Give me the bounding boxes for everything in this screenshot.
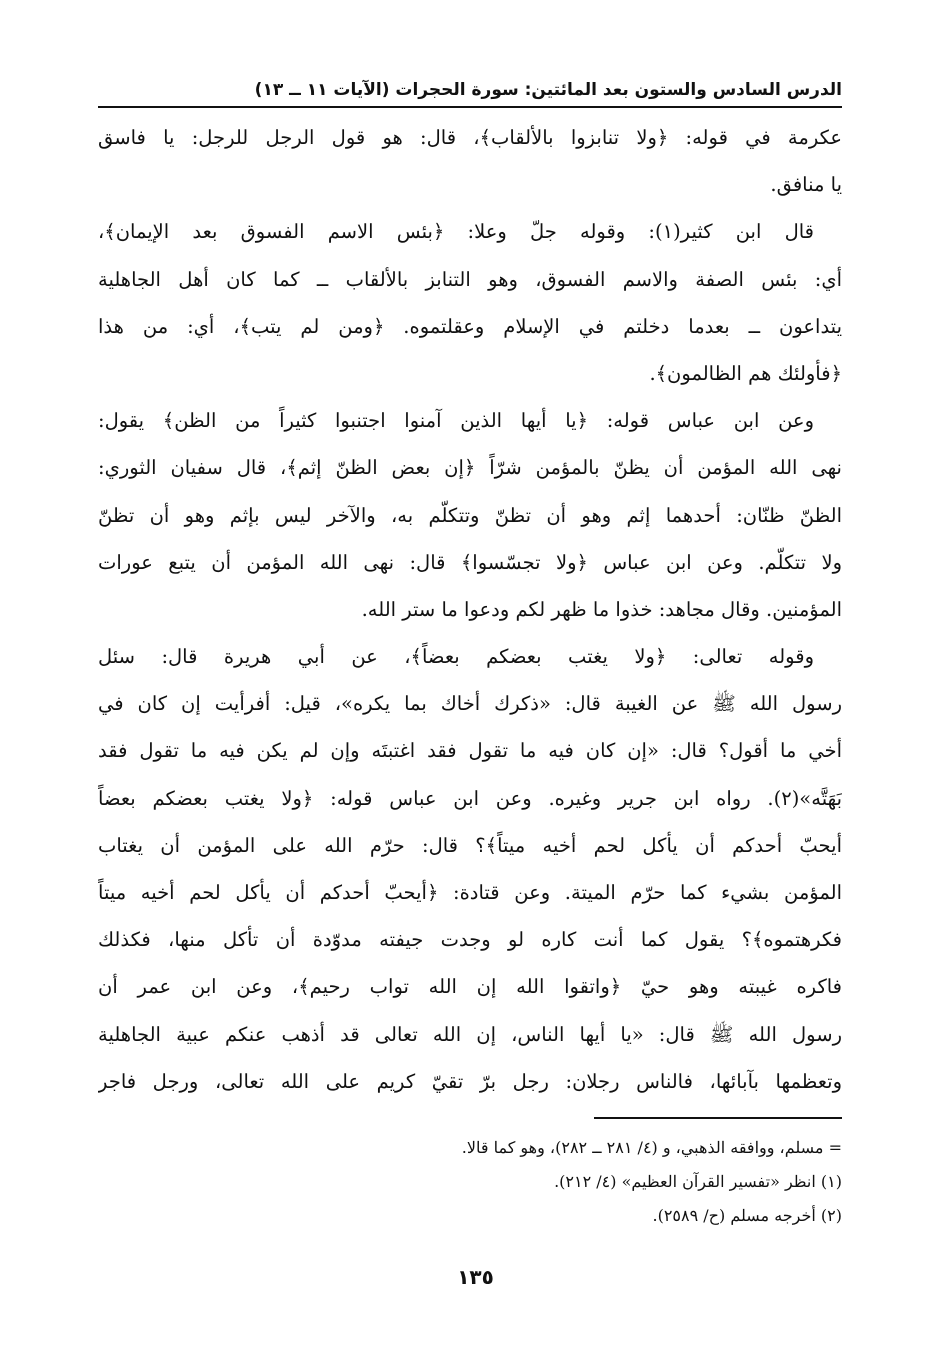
- text-line: قال ابن كثير(١): وقوله جلّ وعلا: ﴿بئس الاسم الفسوق بعد الإيمان﴾،: [98, 220, 815, 244]
- text-line: وتعظمها بآبائها، فالناس رجلان: رجل برّ تقيّ كريم على الله تعالى، ورجل فاجر: [98, 1069, 842, 1093]
- text-line: وقوله تعالى: ﴿ولا يغتب بعضكم بعضاً﴾، عن أبي هريرة قال: سئل: [98, 645, 814, 669]
- text-line: بَهَتَّه»(٢). رواه ابن جرير وغيره. وعن ابن عباس قوله: ﴿ولا يغتب بعضكم بعضاً: [98, 786, 842, 810]
- text-line: وعن ابن عباس قوله: ﴿يا أيها الذين آمنوا اجتنبوا كثيراً من الظن﴾ يقول:: [98, 409, 814, 433]
- footnote-separator: [594, 1117, 842, 1119]
- footnote: (٢) أخرجه مسلم (ح/ ٢٥٨٩).: [652, 1205, 842, 1225]
- footnote: = مسلم، ووافقه الذهبي، و (٤/ ٢٨١ ــ ٢٨٢)، وهو كما قالا.: [461, 1137, 842, 1157]
- running-header: الدرس السادس والستون بعد المائتين: سورة الحجرات (الآيات ١١ ــ ١٣): [98, 78, 842, 108]
- text-line: عكرمة في قوله: ﴿ولا تنابزوا بالألقاب﴾، قال: هو قول الرجل للرجل: يا فاسق: [98, 126, 842, 149]
- book-page: [98, 78, 842, 1233]
- text-line: أخي ما أقول؟ قال: «إن كان فيه ما تقول فقد اغتبتَه وإن لم يكن فيه ما تقول فقد: [98, 739, 842, 763]
- text-line: ولا تتكلّم. وعن ابن عباس ﴿ولا تجسّسوا﴾ قال: نهى الله المؤمن أن يتبع عورات: [98, 550, 842, 574]
- text-line: الظنّ ظنّان: أحدهما إثم وهو أن تظنّ وتتكلّم به، والآخر ليس بإثم وهو أن تظنّ: [98, 503, 842, 527]
- footnotes: [98, 1131, 842, 1233]
- text-line: المؤمن بشيء كما حرّم الميتة. وعن قتادة: ﴿أيحبّ أحدكم أن يأكل لحم أخيه ميتاً: [98, 881, 842, 904]
- text-line: أيحبّ أحدكم أن يأكل لحم أخيه ميتاً﴾؟ قال: حرّم الله على المؤمن أن يغتاب: [98, 833, 842, 857]
- text-line: فكرهتموه﴾؟ يقول كما أنت كاره لو وجدت جيفته مدوّدة أن تأكل منها، فكذلك: [98, 928, 842, 952]
- text-line: نهى الله المؤمن أن يظنّ بالمؤمن شرّاً ﴿إن بعض الظنّ إثم﴾، قال سفيان الثوري:: [98, 456, 842, 480]
- text-line: يا منافق.: [770, 173, 842, 197]
- text-line: فاكره غيبته وهو حيّ ﴿واتقوا الله إن الله تواب رحيم﴾، وعن ابن عمر أن: [98, 975, 842, 999]
- text-line: أي: بئس الصفة والاسم الفسوق، وهو التنابز بالألقاب ــ كما كان أهل الجاهلية: [98, 267, 842, 291]
- footnote: (١) انظر «تفسير القرآن العظيم» (٤/ ٢١٢).: [554, 1171, 842, 1191]
- text-line: المؤمنين. وقال مجاهد: خذوا ما ظهر لكم ودعوا ما ستر الله.: [361, 597, 842, 621]
- text-line: رسول الله ﷺ قال: «يا أيها الناس، إن الله تعالى قد أذهب عنكم عبية الجاهلية: [98, 1022, 842, 1046]
- text-line: رسول الله ﷺ عن الغيبة قال: «ذكرك أخاك بما يكره»، قيل: أفرأيت إن كان في: [98, 692, 842, 716]
- body-text: [98, 114, 842, 1105]
- page-number: ١٣٥: [457, 1265, 494, 1289]
- text-line: يتداعون ــ بعدما دخلتم في الإسلام وعقلتموه. ﴿ومن لم يتب﴾، أي: من هذا: [98, 314, 842, 338]
- text-line: ﴿فأولئك هم الظالمون﴾.: [649, 361, 842, 385]
